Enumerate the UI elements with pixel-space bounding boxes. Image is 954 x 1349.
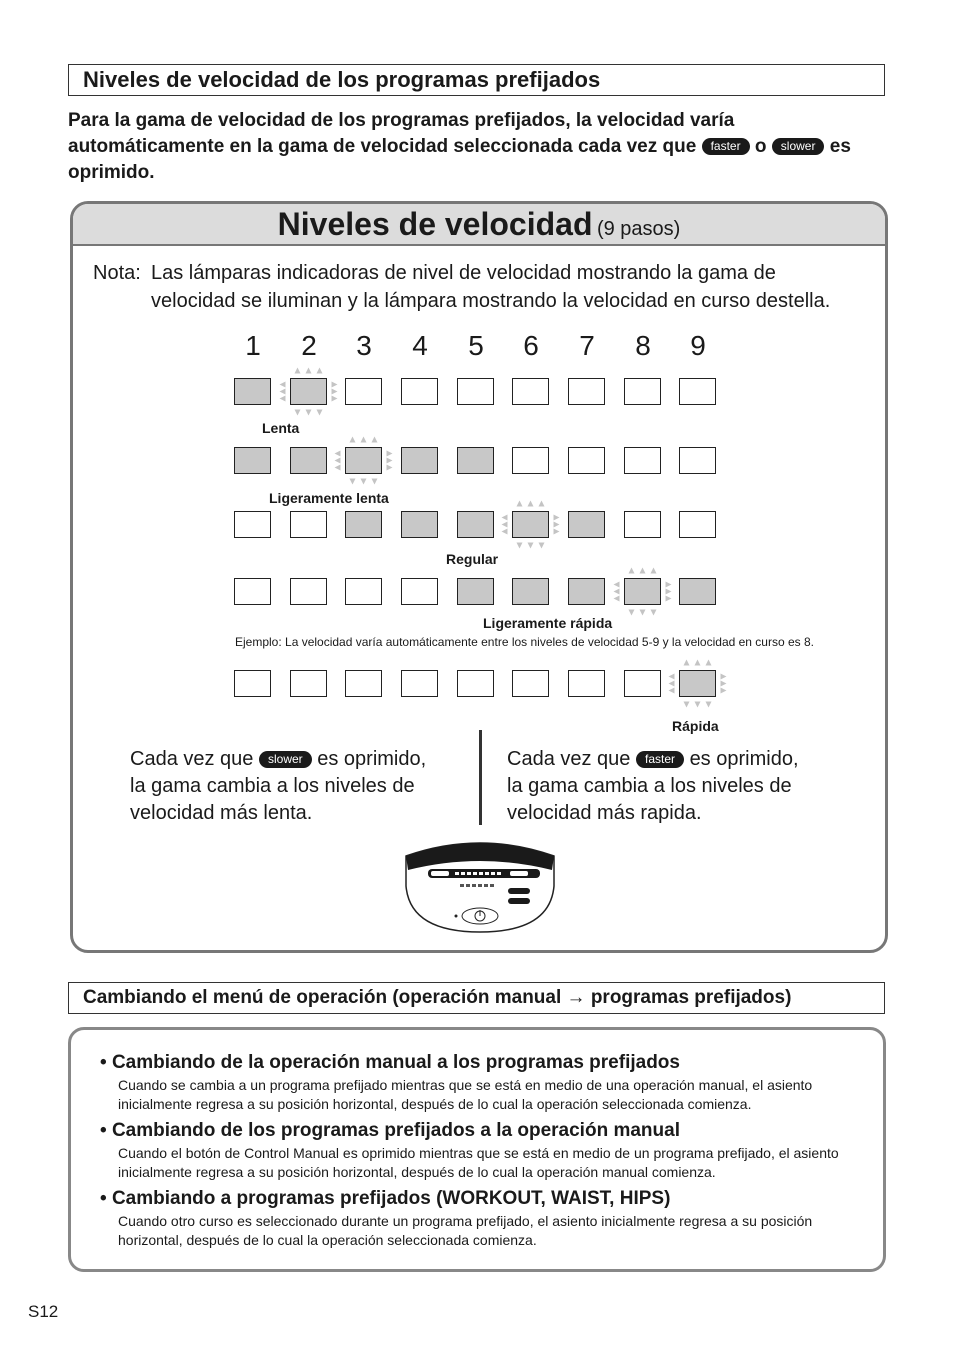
flash-ray bbox=[280, 396, 286, 402]
flash-rays-icon bbox=[502, 501, 560, 549]
flash-ray bbox=[695, 660, 701, 666]
bullet-heading-2-text: Cambiando de los programas prefijados a la operación manual bbox=[111, 1120, 680, 1141]
flash-ray bbox=[502, 522, 508, 528]
flash-ray bbox=[684, 660, 690, 666]
level-number: 6 bbox=[523, 330, 539, 361]
flash-ray bbox=[335, 465, 341, 471]
slower-button-icon: slower bbox=[772, 138, 825, 155]
flash-ray bbox=[669, 674, 675, 680]
flash-ray bbox=[640, 568, 646, 574]
flash-ray bbox=[554, 529, 560, 535]
level-number: 2 bbox=[301, 330, 317, 361]
page-number: S12 bbox=[28, 1302, 59, 1321]
flash-ray bbox=[629, 568, 635, 574]
slower-caption-b: es oprimido, bbox=[317, 748, 427, 770]
faster-button-icon: faster bbox=[702, 138, 750, 155]
flash-ray bbox=[695, 702, 701, 708]
slower-caption-c: la gama cambia a los niveles de bbox=[130, 775, 415, 797]
flash-ray bbox=[706, 660, 712, 666]
flash-ray bbox=[684, 702, 690, 708]
flash-ray bbox=[502, 515, 508, 521]
flash-ray bbox=[387, 451, 393, 457]
label-regular: Regular bbox=[446, 551, 499, 567]
flash-ray bbox=[629, 610, 635, 616]
intro-text-1: Para la gama de velocidad de los programas prefijados, la velocidad varía automáticamente en la gama de velocidad seleccionada cada vez que bbox=[68, 110, 735, 157]
flash-ray bbox=[517, 543, 523, 549]
section-title-speed-levels: Niveles de velocidad de los programas prefijados bbox=[68, 64, 885, 96]
level-number: 7 bbox=[579, 330, 595, 361]
slower-caption-a: Cada vez que bbox=[130, 748, 254, 770]
caption-divider bbox=[479, 730, 482, 825]
slower-button-icon: slower bbox=[259, 751, 312, 768]
flash-ray bbox=[528, 543, 534, 549]
flash-ray bbox=[721, 674, 727, 680]
note-line-1: Las lámparas indicadoras de nivel de velocidad mostrando la gama de bbox=[151, 262, 776, 284]
flash-ray bbox=[528, 501, 534, 507]
flash-ray bbox=[721, 688, 727, 694]
flash-ray bbox=[706, 702, 712, 708]
flash-ray bbox=[651, 610, 657, 616]
bullet-dot: • bbox=[100, 1052, 112, 1073]
flash-ray bbox=[666, 596, 672, 602]
flash-rays-icon bbox=[335, 437, 393, 485]
panel-title: Niveles de velocidad bbox=[277, 206, 593, 242]
slower-caption bbox=[130, 746, 426, 827]
flash-ray bbox=[666, 589, 672, 595]
bullet-text-1: Cuando se cambia a un programa prefijado mientras que se está en medio de una operación manual, el asiento inicialmente regresa a su posición horizontal, después de lo cual la operación seleccionada comienza. bbox=[118, 1077, 813, 1112]
flash-ray bbox=[306, 410, 312, 416]
flash-ray bbox=[372, 437, 378, 443]
bullet-dot: • bbox=[100, 1120, 112, 1141]
flash-ray bbox=[317, 368, 323, 374]
level-number: 5 bbox=[468, 330, 484, 361]
bullet-dot: • bbox=[100, 1188, 112, 1209]
bullet-heading-2 bbox=[100, 1120, 680, 1142]
flash-rays-icon bbox=[669, 660, 727, 708]
level-number: 9 bbox=[690, 330, 706, 361]
bullet-heading-1-text: Cambiando de la operación manual a los programas prefijados bbox=[111, 1052, 680, 1073]
flash-ray bbox=[335, 458, 341, 464]
flash-ray bbox=[387, 465, 393, 471]
level-number: 1 bbox=[245, 330, 261, 361]
level-number: 3 bbox=[356, 330, 372, 361]
flash-ray bbox=[640, 610, 646, 616]
flash-ray bbox=[332, 382, 338, 388]
faster-caption bbox=[507, 746, 799, 827]
intro-or: o bbox=[754, 136, 767, 157]
flash-ray bbox=[332, 396, 338, 402]
flash-ray bbox=[280, 382, 286, 388]
flash-ray bbox=[614, 589, 620, 595]
flash-ray bbox=[614, 582, 620, 588]
intro-text-2: es oprimido. bbox=[68, 136, 851, 183]
note-label: Nota: bbox=[93, 262, 141, 284]
bullet-text-3: Cuando otro curso es seleccionado durante un programa prefijado, el asiento inicialmente regresa a su posición horizontal, después de lo cual la operación seleccionada comienza. bbox=[118, 1213, 813, 1248]
faster-caption-b: es oprimido, bbox=[689, 748, 799, 770]
faster-caption-c: la gama cambia a los niveles de bbox=[507, 775, 792, 797]
panel-title-steps: (9 pasos) bbox=[596, 218, 681, 240]
level-number: 4 bbox=[412, 330, 428, 361]
controller-illustration bbox=[400, 836, 560, 936]
flash-rays-icon bbox=[614, 568, 672, 616]
flash-ray bbox=[554, 522, 560, 528]
flash-ray bbox=[721, 681, 727, 687]
faster-button-icon: faster bbox=[636, 751, 684, 768]
flash-ray bbox=[517, 501, 523, 507]
level-number: 8 bbox=[635, 330, 651, 361]
flash-ray bbox=[295, 368, 301, 374]
flash-ray bbox=[295, 410, 301, 416]
faster-caption-a: Cada vez que bbox=[507, 748, 631, 770]
slower-caption-d: velocidad más lenta. bbox=[130, 802, 313, 824]
flash-ray bbox=[669, 688, 675, 694]
flash-ray bbox=[669, 681, 675, 687]
flash-ray bbox=[539, 543, 545, 549]
flash-ray bbox=[372, 479, 378, 485]
flash-ray bbox=[554, 515, 560, 521]
label-lenta: Lenta bbox=[262, 420, 300, 436]
bullet-text-2: Cuando el botón de Control Manual es oprimido mientras que se está en medio de un programa prefijado, el asiento inicialmente regresa a su posición horizontal, después de lo cual la operación manual comienza. bbox=[118, 1145, 839, 1180]
flash-ray bbox=[387, 458, 393, 464]
bullet-heading-1 bbox=[100, 1052, 680, 1074]
flash-ray bbox=[350, 479, 356, 485]
bullet-heading-3-text: Cambiando a programas prefijados (WORKOUT, WAIST, HIPS) bbox=[111, 1188, 671, 1209]
flash-ray bbox=[332, 389, 338, 395]
flash-rays-icon bbox=[280, 368, 338, 416]
note-line-2: velocidad se iluminan y la lámpara mostrando la velocidad en curso destella. bbox=[151, 290, 831, 312]
section-title-menu-change: Cambiando el menú de operación (operación manual → programas prefijados) bbox=[68, 982, 885, 1014]
bullet-heading-3 bbox=[100, 1188, 670, 1210]
faster-caption-d: velocidad más rapida. bbox=[507, 802, 702, 824]
flash-ray bbox=[335, 451, 341, 457]
flash-ray bbox=[317, 410, 323, 416]
label-ligeramente-lenta: Ligeramente lenta bbox=[269, 490, 389, 506]
label-ligeramente-rapida: Ligeramente rápida bbox=[483, 615, 613, 631]
flash-ray bbox=[539, 501, 545, 507]
flash-ray bbox=[361, 479, 367, 485]
flash-ray bbox=[280, 389, 286, 395]
flash-ray bbox=[614, 596, 620, 602]
flash-ray bbox=[666, 582, 672, 588]
flash-ray bbox=[651, 568, 657, 574]
flash-ray bbox=[350, 437, 356, 443]
label-rapida: Rápida bbox=[672, 718, 719, 734]
flash-ray bbox=[361, 437, 367, 443]
example-text: Ejemplo: La velocidad varía automáticamente entre los niveles de velocidad 5-9 y la velocidad en curso es 8. bbox=[235, 635, 814, 649]
flash-ray bbox=[306, 368, 312, 374]
flash-ray bbox=[502, 529, 508, 535]
